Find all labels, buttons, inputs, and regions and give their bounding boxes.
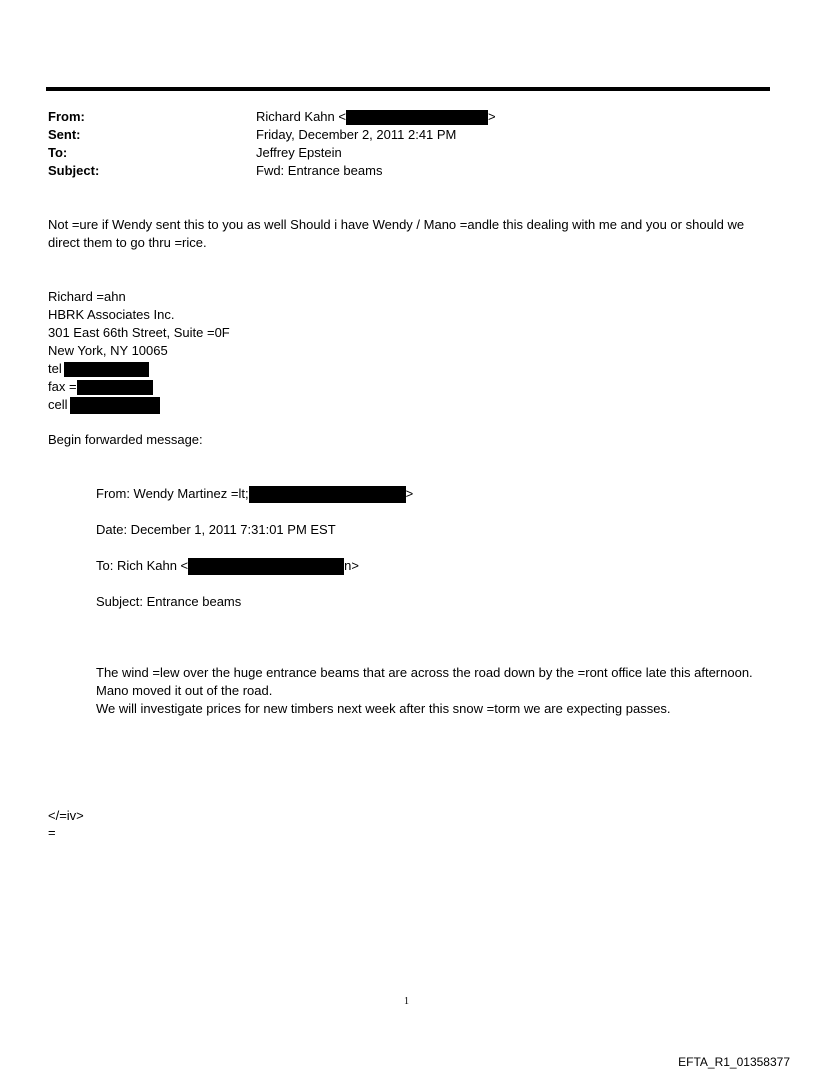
from-label: From: <box>48 109 85 124</box>
from-value <box>256 108 496 126</box>
forwarded-from-text: From: Wendy Martinez =lt; <box>96 486 249 501</box>
redaction-box <box>188 558 344 575</box>
signature-address1: 301 East 66th Street, Suite =0F <box>48 325 230 340</box>
forwarded-to-text: To: Rich Kahn < <box>96 558 189 573</box>
redaction-box <box>249 486 406 503</box>
fax-label: fax = <box>48 379 77 394</box>
forwarded-to <box>96 557 359 575</box>
signature-address2: New York, NY 10065 <box>48 343 168 358</box>
subject-value: Fwd: Entrance beams <box>256 163 383 178</box>
signature-name: Richard =ahn <box>48 289 126 304</box>
signature-company: HBRK Associates Inc. <box>48 307 175 322</box>
forwarded-to-close: n> <box>344 558 359 573</box>
cell-label: cell <box>48 397 68 412</box>
signature-cell <box>48 396 160 414</box>
signature-fax <box>48 378 153 396</box>
document-id: EFTA_R1_01358377 <box>678 1055 790 1069</box>
trailing-eq: = <box>48 825 56 840</box>
from-name: Richard Kahn < <box>256 109 346 124</box>
sent-value: Friday, December 2, 2011 2:41 PM <box>256 127 457 142</box>
forwarded-from <box>96 485 413 503</box>
redaction-box <box>64 362 149 377</box>
to-value: Jeffrey Epstein <box>256 145 342 160</box>
forwarded-date: Date: December 1, 2011 7:31:01 PM EST <box>96 522 336 537</box>
signature-tel <box>48 360 149 378</box>
forwarded-para2: We will investigate prices for new timbers next week after this snow =torm we are expecting passes. <box>96 701 671 716</box>
redaction-box <box>70 397 160 414</box>
sent-label: Sent: <box>48 127 81 142</box>
header-rule <box>46 87 770 91</box>
redaction-box <box>346 110 488 125</box>
body-intro: Not =ure if Wendy sent this to you as well Should i have Wendy / Mano =andle this dealing with me and you or should we direct them to go thru =rice. <box>48 217 745 250</box>
redaction-box <box>77 380 153 395</box>
from-close: > <box>487 109 496 124</box>
forwarded-subject: Subject: Entrance beams <box>96 594 242 609</box>
forwarded-from-close: > <box>405 486 414 501</box>
forwarded-para1: The wind =lew over the huge entrance beams that are across the road down by the =ront office late this afternoon. Mano moved it out of the road. <box>96 665 753 698</box>
tel-label: tel <box>48 361 62 376</box>
forwarded-intro: Begin forwarded message: <box>48 432 203 447</box>
page-number: 1 <box>404 996 409 1007</box>
trailing-tag: </=iv> <box>48 808 84 823</box>
subject-label: Subject: <box>48 163 100 178</box>
to-label: To: <box>48 145 68 160</box>
